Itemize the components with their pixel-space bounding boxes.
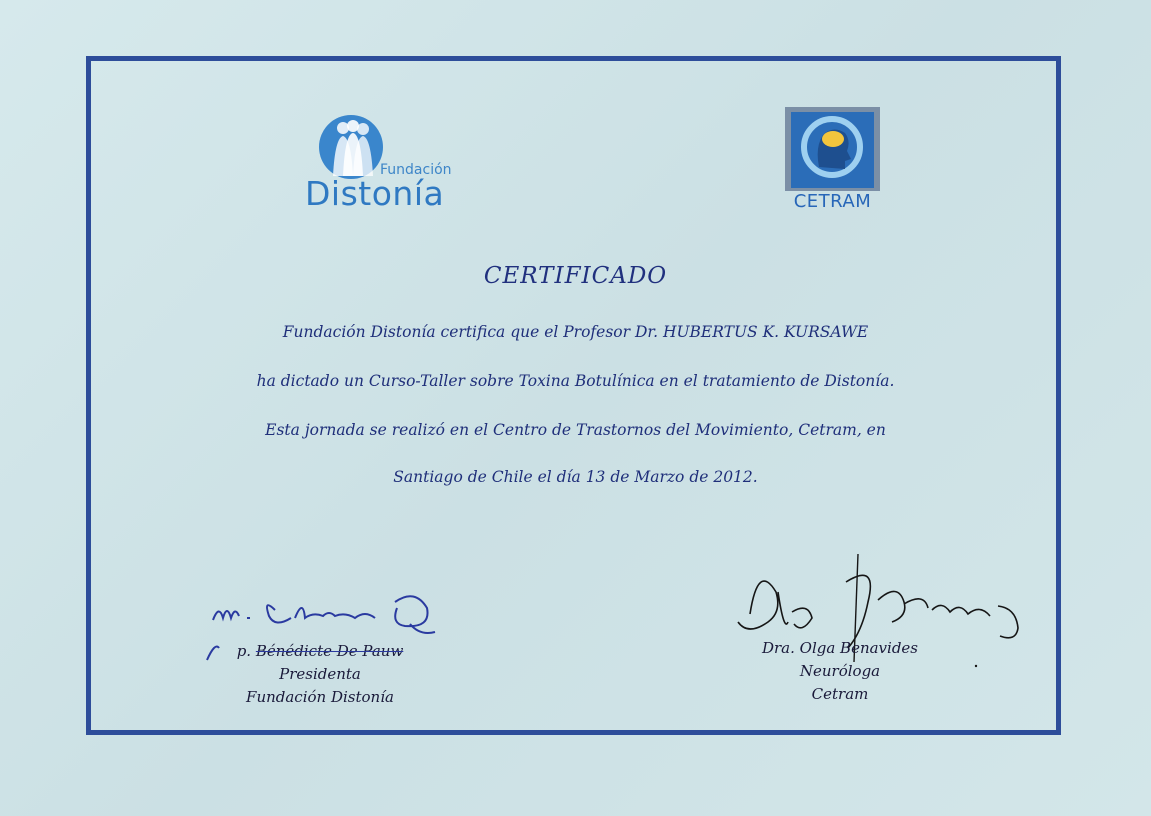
brain-head-icon: [785, 107, 880, 191]
cetram-logo: [780, 105, 885, 215]
right-signatory-org: Cetram: [811, 685, 869, 703]
logo-fundacion-text: Fundación: [380, 162, 452, 178]
certificate-line-1: Fundación Distonía certifica que el Profesor Dr. HUBERTUS K. KURSAWE: [282, 323, 869, 341]
logo-distonia-text: Distonía: [305, 174, 445, 213]
left-signatory-prefix: p.: [236, 642, 252, 660]
certificate-line-4: Santiago de Chile el día 13 de Marzo de 2012.: [393, 468, 758, 486]
certificate-line-2: ha dictado un Curso-Taller sobre Toxina Botulínica en el tratamiento de Distonía.: [256, 372, 895, 390]
logo-cetram-text: CETRAM: [793, 191, 872, 212]
left-signatory-role: Presidenta: [279, 665, 361, 683]
left-signatory-name: Bénédicte De Pauw: [255, 642, 404, 660]
right-signatory: [740, 637, 940, 706]
certificate-title: CERTIFICADO: [483, 263, 668, 289]
right-signatory-name: Dra. Olga Benavides: [761, 639, 919, 657]
right-signatory-role: Neuróloga: [799, 662, 881, 680]
fundacion-distonia-logo: [305, 112, 475, 217]
left-signatory: [215, 640, 425, 709]
left-signatory-org: Fundación Distonía: [246, 688, 394, 706]
certificate-line-3: Esta jornada se realizó en el Centro de Trastornos del Movimiento, Cetram, en: [265, 421, 886, 439]
